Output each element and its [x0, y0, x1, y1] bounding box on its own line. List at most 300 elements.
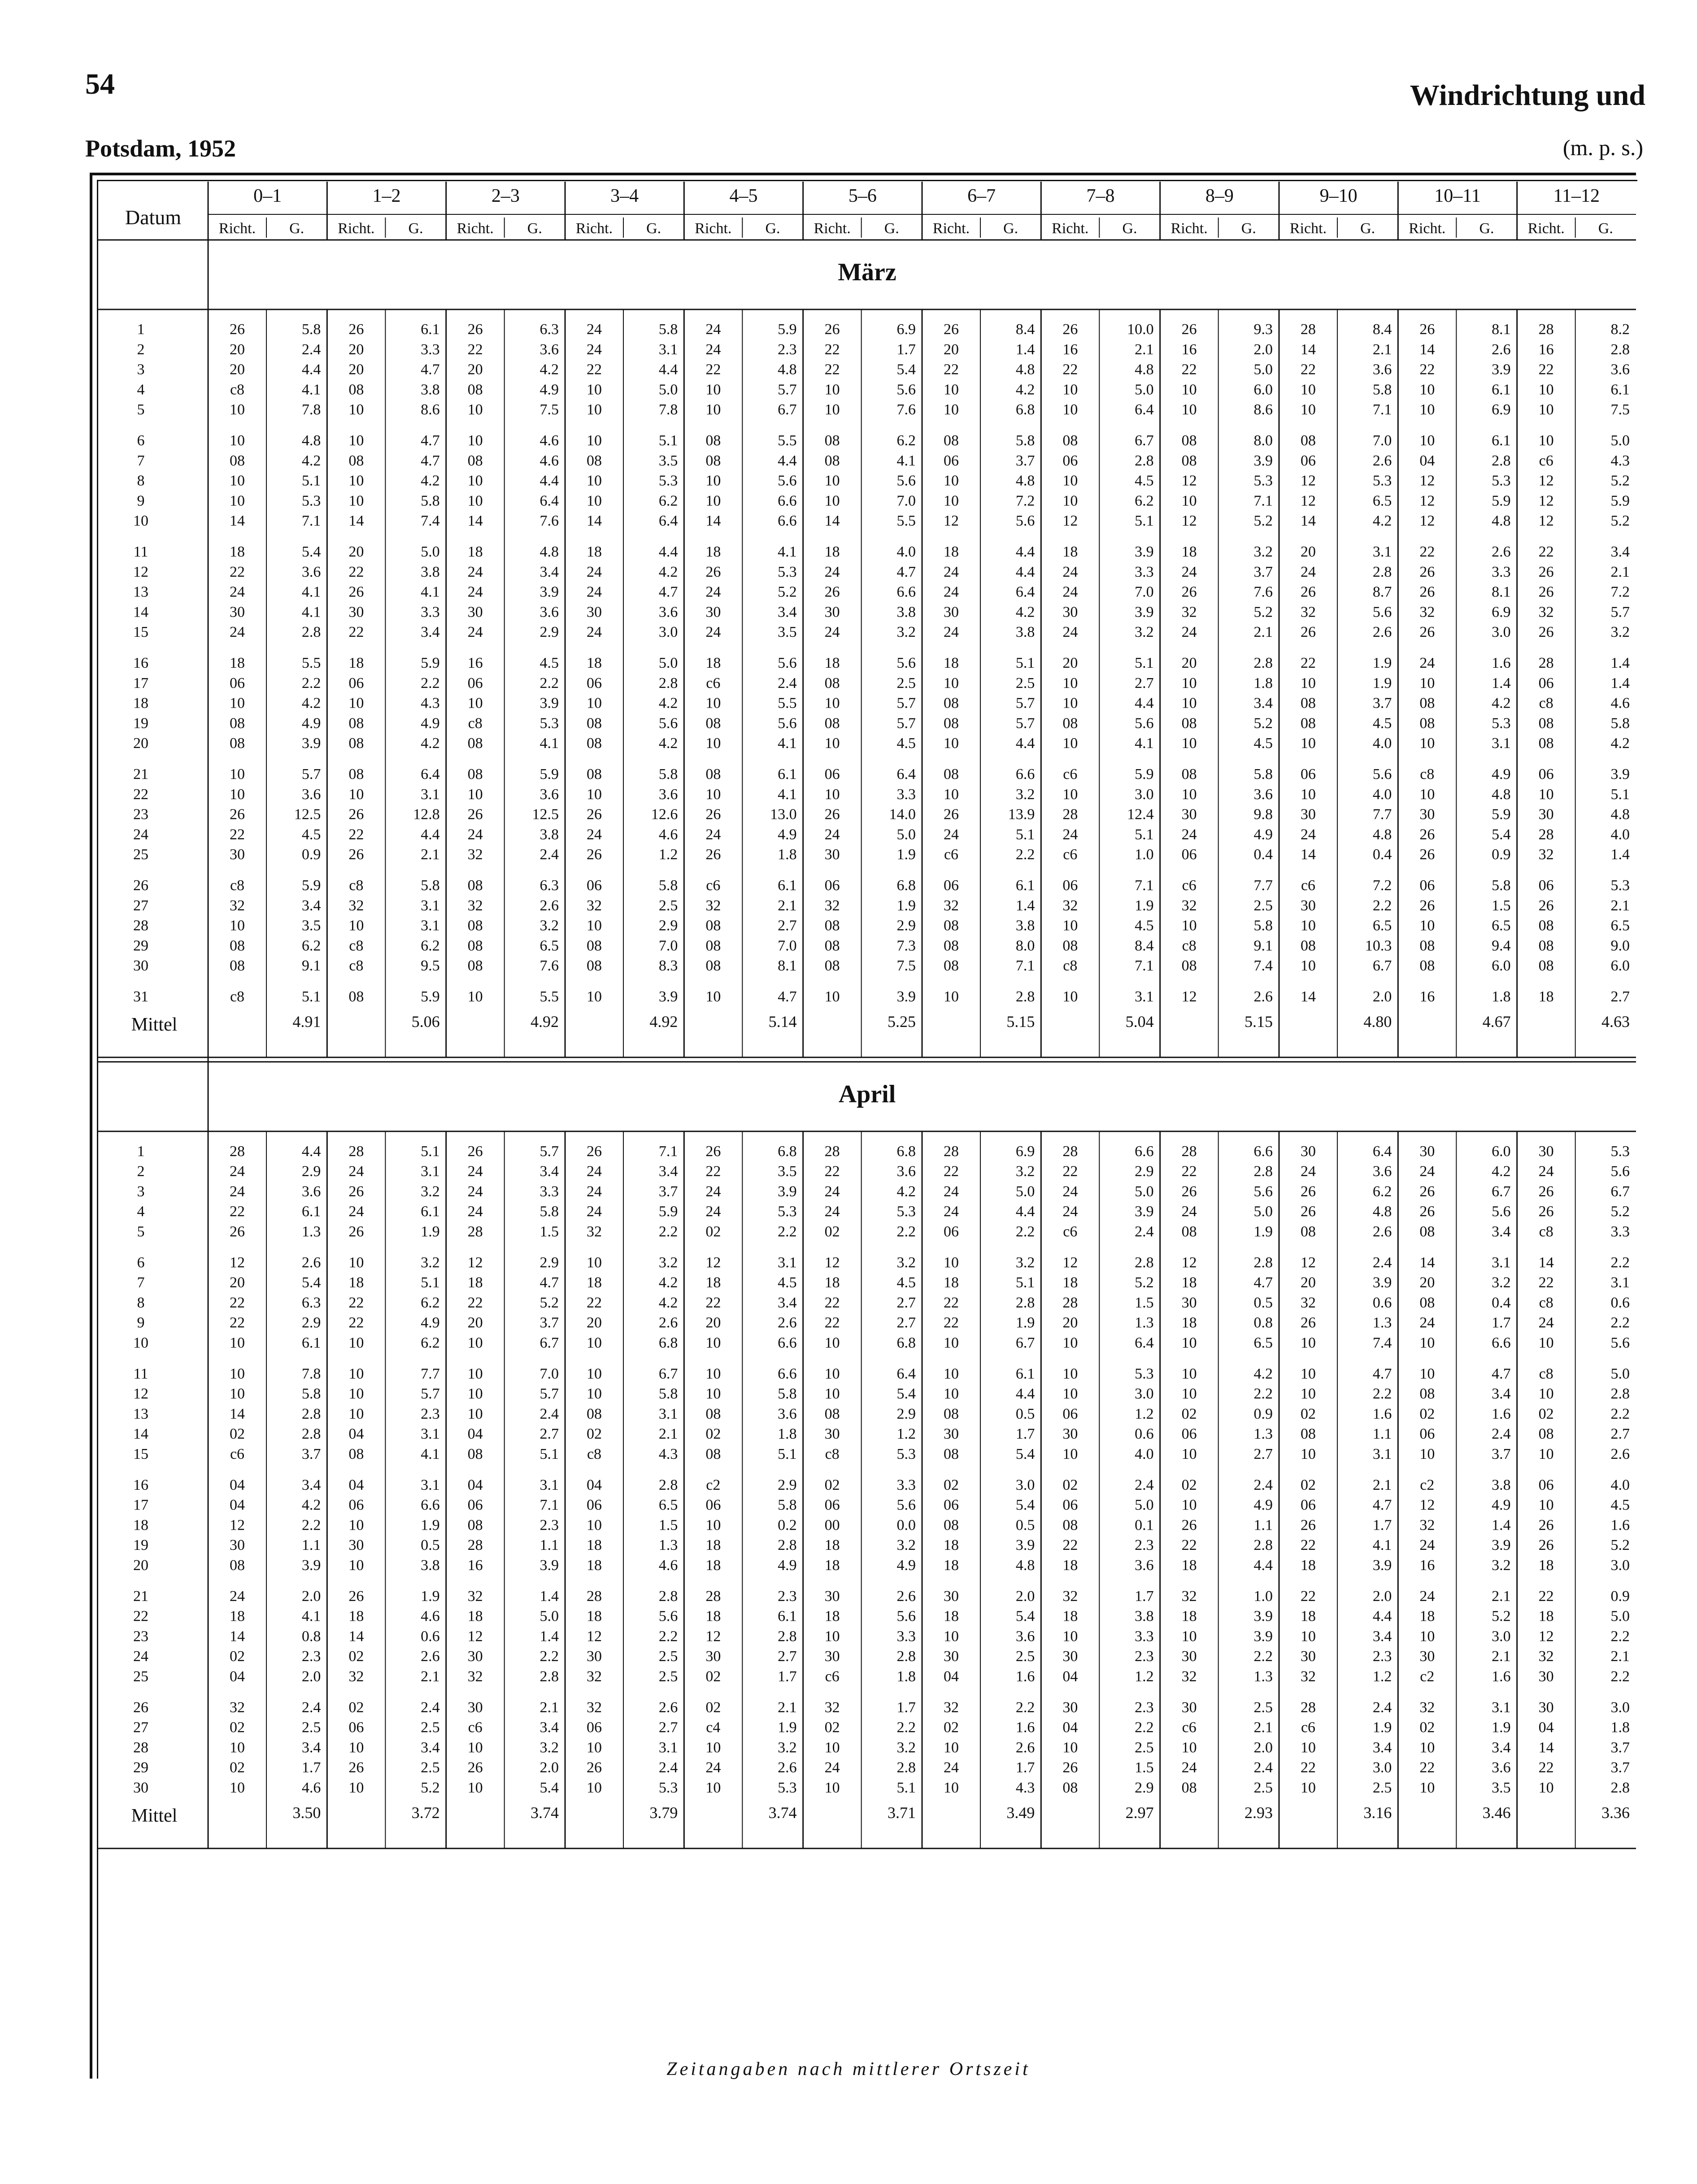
wind-direction: 08 — [1538, 1426, 1554, 1443]
wind-speed: 4.5 — [896, 735, 916, 752]
wind-direction: 18 — [944, 1557, 959, 1574]
wind-direction: 24 — [230, 1163, 245, 1180]
day-label: 28 — [133, 917, 148, 934]
wind-speed: 4.1 — [421, 1446, 440, 1462]
wind-direction: 10 — [348, 492, 364, 509]
wind-speed: 4.1 — [301, 604, 321, 621]
wind-direction: 24 — [467, 583, 483, 600]
wind-direction: 10 — [587, 401, 602, 418]
wind-direction: 08 — [705, 452, 721, 469]
wind-speed: 4.8 — [1492, 786, 1511, 803]
wind-direction: 26 — [1538, 583, 1554, 600]
wind-direction: 04 — [1419, 452, 1435, 469]
wind-speed: 3.8 — [540, 826, 559, 843]
wind-speed: 5.4 — [1492, 826, 1511, 843]
wind-direction: 26 — [1419, 563, 1435, 580]
wind-speed: 6.1 — [778, 1608, 797, 1625]
wind-direction: 30 — [824, 846, 840, 863]
mean-speed: 4.80 — [1363, 1012, 1392, 1031]
wind-direction: 12 — [824, 1254, 840, 1271]
wind-speed: 1.9 — [421, 1588, 440, 1605]
hour-header: 7–8 — [1086, 186, 1115, 206]
wind-direction: 10 — [1062, 1446, 1078, 1462]
wind-speed: 5.7 — [1015, 695, 1035, 712]
wind-speed: 5.7 — [896, 715, 916, 732]
wind-speed: 1.3 — [1253, 1426, 1273, 1443]
wind-speed: 3.8 — [1135, 1608, 1154, 1625]
wind-direction: 18 — [467, 1608, 483, 1625]
day-label: 3 — [137, 361, 145, 378]
wind-speed: 4.4 — [658, 361, 678, 378]
wind-direction: 28 — [467, 1537, 483, 1554]
wind-speed: 4.2 — [1492, 695, 1511, 712]
wind-direction: c6 — [944, 846, 959, 863]
wind-direction: 10 — [1301, 786, 1316, 803]
day-label: 21 — [133, 766, 148, 783]
wind-speed: 6.7 — [540, 1335, 559, 1351]
wind-direction: 18 — [587, 1557, 602, 1574]
wind-direction: 30 — [1301, 1648, 1316, 1665]
wind-speed: 6.1 — [1492, 432, 1511, 449]
wind-direction: 10 — [1301, 1446, 1316, 1462]
wind-direction: 18 — [824, 1274, 840, 1291]
wind-direction: 18 — [1181, 1314, 1197, 1331]
wind-speed: 1.5 — [1135, 1759, 1154, 1776]
wind-speed: 1.0 — [1253, 1588, 1273, 1605]
wind-direction: 26 — [705, 806, 721, 823]
wind-direction: 10 — [1062, 735, 1078, 752]
wind-speed: 3.4 — [1492, 1223, 1511, 1240]
wind-speed: 3.1 — [421, 1476, 440, 1493]
wind-speed: 6.4 — [540, 492, 559, 509]
wind-speed: 5.6 — [778, 655, 797, 671]
wind-direction: 14 — [230, 513, 245, 530]
wind-direction: 22 — [824, 341, 840, 358]
wind-direction: 10 — [1062, 1385, 1078, 1402]
wind-speed: 3.6 — [1372, 361, 1392, 378]
wind-speed: 4.6 — [658, 826, 678, 843]
wind-direction: 08 — [467, 957, 483, 975]
wind-speed: 1.8 — [1253, 674, 1273, 692]
wind-speed: 3.2 — [540, 1739, 559, 1756]
wind-direction: 24 — [1062, 826, 1078, 843]
wind-direction: 12 — [587, 1628, 602, 1645]
wind-speed: 3.9 — [1372, 1557, 1392, 1574]
wind-speed: 0.1 — [1135, 1517, 1154, 1534]
wind-direction: 06 — [587, 1719, 602, 1736]
wind-speed: 4.1 — [301, 1608, 321, 1625]
wind-speed: 1.6 — [1610, 1517, 1630, 1534]
wind-speed: 7.7 — [1372, 806, 1392, 823]
wind-speed: 5.2 — [1253, 513, 1273, 530]
mean-speed: 3.71 — [888, 1803, 916, 1822]
wind-direction: 24 — [230, 624, 245, 641]
wind-speed: 1.7 — [896, 341, 916, 358]
wind-direction: 26 — [824, 583, 840, 600]
wind-direction: 22 — [1538, 1274, 1554, 1291]
mean-speed: 3.50 — [292, 1803, 321, 1822]
wind-direction: 26 — [467, 806, 483, 823]
wind-direction: 16 — [1062, 341, 1078, 358]
wind-direction: 12 — [705, 1254, 721, 1271]
wind-speed: 2.1 — [1610, 563, 1630, 580]
wind-direction: 08 — [1538, 957, 1554, 975]
speed-subheader: G. — [1241, 220, 1256, 237]
wind-direction: 20 — [1062, 655, 1078, 671]
wind-speed: 4.4 — [1015, 735, 1035, 752]
wind-speed: 2.2 — [1610, 1254, 1630, 1271]
wind-direction: 10 — [944, 472, 959, 489]
wind-direction: 22 — [1538, 1588, 1554, 1605]
wind-speed: 6.2 — [421, 937, 440, 954]
mean-speed: 3.16 — [1363, 1803, 1392, 1822]
wind-speed: 6.6 — [778, 492, 797, 509]
wind-direction: 08 — [587, 937, 602, 954]
wind-speed: 5.9 — [301, 877, 321, 894]
wind-direction: 26 — [1538, 563, 1554, 580]
day-label: 2 — [137, 1163, 145, 1180]
wind-speed: 2.5 — [1253, 1779, 1273, 1796]
wind-direction: 08 — [1181, 766, 1197, 783]
wind-direction: 08 — [1062, 1779, 1078, 1796]
wind-direction: 24 — [230, 583, 245, 600]
wind-speed: 6.6 — [1253, 1143, 1273, 1160]
wind-direction: 10 — [705, 472, 721, 489]
wind-speed: 4.6 — [540, 452, 559, 469]
wind-speed: 8.0 — [1253, 432, 1273, 449]
wind-speed: 2.8 — [1135, 1254, 1154, 1271]
wind-speed: 4.8 — [1015, 1557, 1035, 1574]
wind-direction: c6 — [706, 877, 721, 894]
wind-speed: 4.7 — [421, 452, 440, 469]
mean-speed: 4.67 — [1482, 1012, 1511, 1031]
wind-speed: 4.8 — [1610, 806, 1630, 823]
wind-speed: 2.8 — [1372, 563, 1392, 580]
wind-direction: 24 — [230, 1588, 245, 1605]
wind-speed: 4.4 — [1015, 544, 1035, 560]
wind-speed: 0.6 — [421, 1628, 440, 1645]
wind-direction: c6 — [825, 1668, 840, 1685]
wind-speed: 3.2 — [1015, 1254, 1035, 1271]
wind-direction: 08 — [348, 452, 364, 469]
wind-speed: 2.9 — [658, 917, 678, 934]
wind-speed: 5.1 — [421, 1274, 440, 1291]
wind-direction: 30 — [1181, 1648, 1197, 1665]
day-label: 26 — [133, 1699, 148, 1716]
wind-speed: 3.4 — [1492, 1739, 1511, 1756]
wind-speed: 2.6 — [778, 1314, 797, 1331]
wind-direction: 10 — [1181, 674, 1197, 692]
wind-direction: 08 — [1419, 715, 1435, 732]
day-label: 7 — [137, 452, 145, 469]
wind-direction: 10 — [944, 674, 959, 692]
wind-speed: 0.5 — [1015, 1405, 1035, 1423]
wind-speed: 1.9 — [1372, 674, 1392, 692]
wind-direction: 26 — [467, 1143, 483, 1160]
wind-speed: 2.1 — [421, 846, 440, 863]
wind-direction: 04 — [230, 1668, 245, 1685]
wind-speed: 5.4 — [896, 1385, 916, 1402]
wind-speed: 9.3 — [1253, 321, 1273, 338]
wind-speed: 2.0 — [1253, 1739, 1273, 1756]
wind-direction: 08 — [944, 1446, 959, 1462]
wind-direction: 32 — [824, 897, 840, 914]
wind-speed: 2.0 — [1015, 1588, 1035, 1605]
wind-direction: 08 — [1301, 1426, 1316, 1443]
wind-speed: 1.9 — [1372, 1719, 1392, 1736]
wind-direction: 28 — [1538, 321, 1554, 338]
day-label: 24 — [133, 826, 148, 843]
wind-speed: 5.4 — [301, 1274, 321, 1291]
wind-speed: 3.1 — [1372, 544, 1392, 560]
wind-direction: 10 — [1301, 401, 1316, 418]
wind-speed: 6.2 — [421, 1294, 440, 1311]
direction-subheader: Richt. — [1052, 220, 1089, 237]
wind-direction: 18 — [824, 544, 840, 560]
wind-speed: 1.2 — [1372, 1668, 1392, 1685]
wind-speed: 4.1 — [778, 544, 797, 560]
wind-direction: 08 — [1062, 937, 1078, 954]
wind-speed: 6.9 — [1492, 401, 1511, 418]
wind-speed: 3.0 — [1492, 1628, 1511, 1645]
wind-speed: 5.1 — [540, 1446, 559, 1462]
wind-speed: 2.9 — [1135, 1163, 1154, 1180]
wind-speed: 2.7 — [778, 1648, 797, 1665]
wind-speed: 5.4 — [301, 544, 321, 560]
wind-direction: 24 — [587, 321, 602, 338]
wind-speed: 1.8 — [778, 1426, 797, 1443]
wind-speed: 10.0 — [1127, 321, 1154, 338]
wind-direction: c8 — [468, 715, 483, 732]
wind-direction: c8 — [1063, 957, 1078, 975]
wind-speed: 4.3 — [1610, 452, 1630, 469]
wind-direction: 26 — [348, 846, 364, 863]
wind-speed: 7.1 — [658, 1143, 678, 1160]
wind-speed: 6.8 — [658, 1335, 678, 1351]
wind-direction: 26 — [587, 1759, 602, 1776]
wind-direction: 10 — [348, 1557, 364, 1574]
wind-speed: 0.0 — [896, 1517, 916, 1534]
wind-direction: 06 — [467, 674, 483, 692]
wind-direction: 12 — [1419, 472, 1435, 489]
wind-direction: 10 — [705, 695, 721, 712]
wind-direction: 22 — [348, 563, 364, 580]
wind-speed: 5.9 — [1610, 492, 1630, 509]
wind-speed: 0.6 — [1372, 1294, 1392, 1311]
wind-direction: 06 — [944, 1223, 959, 1240]
wind-speed: 7.8 — [301, 401, 321, 418]
wind-speed: 7.5 — [896, 957, 916, 975]
wind-direction: 10 — [944, 1365, 959, 1382]
wind-speed: 7.0 — [658, 937, 678, 954]
wind-speed: 4.7 — [778, 988, 797, 1005]
wind-speed: 5.0 — [658, 381, 678, 398]
wind-direction: 24 — [587, 341, 602, 358]
day-label: 9 — [137, 492, 145, 509]
wind-direction: 06 — [1301, 766, 1316, 783]
wind-speed: 4.7 — [540, 1274, 559, 1291]
wind-speed: 2.9 — [301, 1163, 321, 1180]
wind-direction: 18 — [1538, 988, 1554, 1005]
wind-speed: 4.9 — [1492, 1497, 1511, 1514]
wind-direction: 06 — [824, 1497, 840, 1514]
wind-speed: 6.2 — [421, 1335, 440, 1351]
wind-speed: 3.5 — [301, 917, 321, 934]
wind-speed: 4.4 — [421, 826, 440, 843]
wind-speed: 2.1 — [1372, 1476, 1392, 1493]
wind-speed: 4.9 — [778, 1557, 797, 1574]
wind-direction: 08 — [1538, 917, 1554, 934]
wind-direction: 20 — [467, 1314, 483, 1331]
wind-speed: 3.4 — [421, 624, 440, 641]
wind-direction: 32 — [1181, 1668, 1197, 1685]
wind-direction: 30 — [467, 1648, 483, 1665]
wind-speed: 5.8 — [301, 1385, 321, 1402]
wind-direction: c8 — [1539, 1365, 1553, 1382]
wind-speed: 3.6 — [896, 1163, 916, 1180]
wind-direction: 10 — [467, 492, 483, 509]
wind-speed: 3.8 — [896, 604, 916, 621]
wind-direction: 22 — [824, 1314, 840, 1331]
wind-speed: 4.5 — [896, 1274, 916, 1291]
wind-direction: 26 — [587, 846, 602, 863]
wind-speed: 2.6 — [658, 1699, 678, 1716]
wind-direction: 10 — [944, 988, 959, 1005]
wind-direction: 16 — [467, 1557, 483, 1574]
wind-speed: 3.5 — [1492, 1779, 1511, 1796]
wind-direction: 30 — [230, 1537, 245, 1554]
wind-direction: 08 — [705, 432, 721, 449]
wind-direction: 24 — [587, 1203, 602, 1220]
wind-speed: 6.6 — [1492, 1335, 1511, 1351]
wind-direction: 10 — [1062, 674, 1078, 692]
wind-speed: 6.0 — [1253, 381, 1273, 398]
wind-speed: 3.7 — [1015, 452, 1035, 469]
wind-speed: 4.9 — [1492, 766, 1511, 783]
wind-speed: 6.6 — [778, 1335, 797, 1351]
wind-direction: 26 — [587, 1143, 602, 1160]
wind-speed: 6.7 — [1372, 957, 1392, 975]
day-label: 19 — [133, 1537, 148, 1554]
wind-speed: 4.6 — [658, 1557, 678, 1574]
wind-speed: 5.4 — [540, 1779, 559, 1796]
wind-speed: 3.0 — [1135, 786, 1154, 803]
wind-direction: 08 — [348, 381, 364, 398]
wind-direction: 10 — [587, 1779, 602, 1796]
wind-speed: 6.2 — [658, 492, 678, 509]
wind-direction: 10 — [1538, 432, 1554, 449]
wind-direction: 22 — [467, 1294, 483, 1311]
wind-speed: 6.6 — [1135, 1143, 1154, 1160]
wind-direction: 10 — [348, 786, 364, 803]
wind-speed: 3.9 — [540, 1557, 559, 1574]
wind-direction: 06 — [1538, 766, 1554, 783]
wind-speed: 1.4 — [1015, 897, 1035, 914]
wind-speed: 2.4 — [778, 674, 797, 692]
wind-direction: 26 — [230, 1223, 245, 1240]
wind-speed: 5.2 — [1610, 513, 1630, 530]
wind-direction: 26 — [1419, 583, 1435, 600]
speed-subheader: G. — [1479, 220, 1494, 237]
wind-direction: 18 — [705, 655, 721, 671]
wind-direction: 32 — [944, 1699, 959, 1716]
wind-speed: 5.7 — [1015, 715, 1035, 732]
wind-speed: 2.8 — [778, 1537, 797, 1554]
day-label: 3 — [137, 1183, 145, 1200]
wind-direction: 26 — [348, 321, 364, 338]
wind-direction: 30 — [1419, 1143, 1435, 1160]
wind-speed: 4.2 — [540, 361, 559, 378]
wind-direction: 30 — [1538, 1143, 1554, 1160]
wind-direction: 02 — [348, 1648, 364, 1665]
wind-speed: 6.6 — [1015, 766, 1035, 783]
wind-speed: 3.8 — [421, 381, 440, 398]
wind-speed: 3.6 — [658, 604, 678, 621]
wind-direction: 18 — [1062, 1274, 1078, 1291]
wind-direction: 02 — [348, 1699, 364, 1716]
wind-direction: 08 — [1538, 735, 1554, 752]
day-label: 12 — [133, 1385, 148, 1402]
wind-speed: 4.8 — [1372, 1203, 1392, 1220]
wind-direction: 10 — [1181, 1628, 1197, 1645]
wind-speed: 1.5 — [1492, 897, 1511, 914]
wind-speed: 7.2 — [1015, 492, 1035, 509]
wind-speed: 0.4 — [1372, 846, 1392, 863]
table-grid — [90, 173, 1636, 2079]
wind-direction: 24 — [1062, 583, 1078, 600]
wind-speed: 1.1 — [540, 1537, 559, 1554]
wind-speed: 2.2 — [540, 674, 559, 692]
wind-direction: 10 — [1181, 1335, 1197, 1351]
hour-header: 0–1 — [253, 186, 282, 206]
wind-speed: 1.7 — [1492, 1314, 1511, 1331]
wind-speed: 3.9 — [1135, 604, 1154, 621]
wind-direction: 08 — [824, 452, 840, 469]
wind-direction: 22 — [230, 1314, 245, 1331]
wind-speed: 2.1 — [421, 1668, 440, 1685]
wind-speed: 5.6 — [778, 715, 797, 732]
wind-direction: 32 — [1181, 897, 1197, 914]
wind-speed: 4.6 — [421, 1608, 440, 1625]
speed-subheader: G. — [408, 220, 423, 237]
wind-speed: 7.1 — [1253, 492, 1273, 509]
wind-direction: 10 — [467, 988, 483, 1005]
wind-speed: 5.6 — [1610, 1163, 1630, 1180]
wind-speed: 3.6 — [301, 563, 321, 580]
wind-direction: 28 — [348, 1143, 364, 1160]
wind-direction: 08 — [587, 715, 602, 732]
wind-direction: c6 — [468, 1719, 483, 1736]
wind-speed: 2.7 — [1610, 988, 1630, 1005]
mean-speed: 4.63 — [1601, 1012, 1630, 1031]
wind-direction: 30 — [1538, 806, 1554, 823]
wind-speed: 3.9 — [1135, 544, 1154, 560]
wind-speed: 3.8 — [1015, 624, 1035, 641]
wind-direction: 10 — [230, 1385, 245, 1402]
wind-direction: 24 — [824, 1759, 840, 1776]
wind-speed: 5.8 — [658, 766, 678, 783]
wind-speed: 4.8 — [778, 361, 797, 378]
wind-direction: 24 — [587, 624, 602, 641]
wind-speed: 1.9 — [1135, 897, 1154, 914]
wind-direction: 08 — [1419, 957, 1435, 975]
wind-direction: 22 — [348, 826, 364, 843]
wind-speed: 3.6 — [778, 1405, 797, 1423]
wind-direction: 06 — [1538, 674, 1554, 692]
wind-speed: 2.4 — [1253, 1476, 1273, 1493]
wind-direction: 32 — [467, 1588, 483, 1605]
wind-speed: 4.4 — [1135, 695, 1154, 712]
